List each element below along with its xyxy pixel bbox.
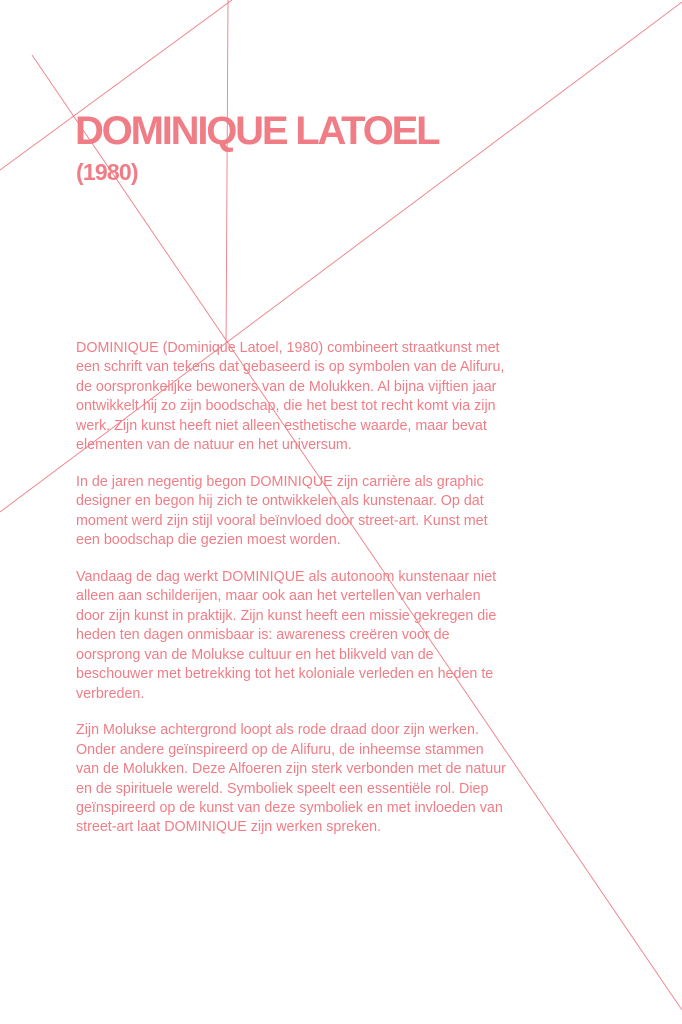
artist-name: DOMINIQUE LATOEL: [75, 109, 439, 153]
bio-paragraph: In de jaren negentig begon DOMINIQUE zijn carrière als graphic designer en begon hij zich te ontwikkelen als kunstenaar. Op dat moment werd zijn stijl vooral beïnvloed door street-art. Kunst met een boodschap die gezien moest worden.: [76, 473, 488, 549]
bio-paragraph: DOMINIQUE (Dominique Latoel, 1980) combineert straatkunst met een schrift van tekens dat gebaseerd is op symbolen van de Alifuru, de oorspronkelijke bewoners van de Molukken. Al bijna vijftien jaar ontwikkelt hij zo zijn boodschap, die het best tot recht komt via zijn werk. Zijn kunst heeft niet alleen esthetische waarde, maar bevat elementen van de natuur en het universum.: [76, 340, 505, 454]
birth-year: (1980): [76, 159, 138, 185]
bio-paragraph: Vandaag de dag werkt DOMINIQUE als autonoom kunstenaar niet alleen aan schilderijen, maar ook aan het vertellen van verhalen door zijn kunst in praktijk. Zijn kunst heeft een missie gekregen die heden ten dagen onmisbaar is: awareness creëren voor de oorsprong van de Molukse cultuur en het blikveld van de beschouwer met betrekking tot het koloniale verleden en heden te verbreden.: [76, 569, 497, 702]
bio-paragraph: Zijn Molukse achtergrond loopt als rode draad door zijn werken. Onder andere geïnspireerd op de Alifuru, de inheemse stammen van de Molukken. Deze Alfoeren zijn sterk verbonden met de natuur en de spirituele wereld. Symboliek speelt een essentiële rol. Diep geïnspireerd op de kunst van deze symboliek en met invloeden van street-art laat DOMINIQUE zijn werken spreken.: [76, 722, 506, 836]
biography: [76, 339, 508, 855]
